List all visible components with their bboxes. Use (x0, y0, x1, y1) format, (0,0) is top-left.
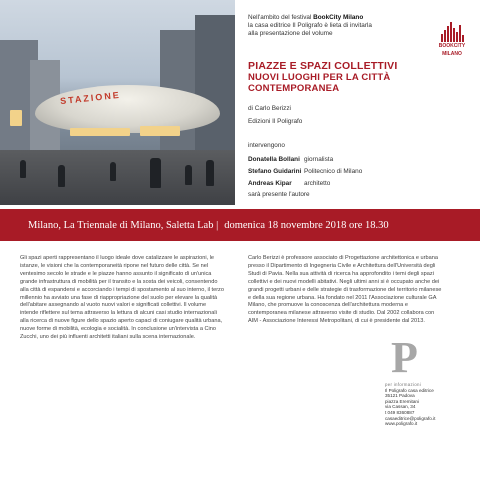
speaker-name: Donatella Bollani (248, 156, 300, 163)
publisher-line: piazza Eremitani (385, 398, 419, 404)
speaker-row (248, 178, 362, 190)
publisher-email[interactable]: casaeditrice@poligrafo.it (385, 415, 436, 421)
festival-name: BookCity Milano (313, 14, 364, 21)
speakers-list (248, 154, 362, 190)
author: di Carlo Berizzi (248, 105, 291, 112)
station-sign: STAZIONE (59, 89, 122, 107)
intro-text (248, 14, 428, 39)
speaker-role: giornalista (304, 156, 334, 163)
speaker-row (248, 166, 362, 178)
title-main: PIAZZE E SPAZI COLLETTIVI (248, 60, 398, 72)
cover-photo (0, 0, 235, 205)
speaker-row (248, 154, 362, 166)
bookcity-skyline-icon (437, 22, 467, 42)
title-sub-2: CONTEMPORANEA (248, 83, 340, 94)
intro-prefix: Nell'ambito del festival (248, 14, 314, 21)
event-date: domenica 18 novembre 2018 ore 18.30 (224, 219, 389, 231)
publisher-contact (385, 333, 475, 427)
speaker-role: architetto (304, 180, 331, 187)
publisher-line: via Cassan, 34 (385, 404, 416, 410)
speaker-name: Andreas Kipar (248, 180, 292, 187)
bookcity-logo (437, 22, 467, 57)
info-tag: per informazioni (385, 382, 422, 387)
publisher-line: t 049 8360887 (385, 409, 415, 415)
book-description: Gli spazi aperti rappresentano il luogo ideale dove catalizzare le aspirazioni, le istanze, le visioni che la contemporaneità ripone nel futuro delle città. Se nel ventesimo secolo le strade e le piazze hanno assunto il significato di un'unica grande infrastruttura di mobilità per il transito e la sosta dei veicoli, consentendo alla città di espandersi e accorciando i tempi di spostamento al suo interno, il terzo millennio ha avviato una fase di riappropriazione del suolo per elevare la qualità dell'abitare assegnando al vuoto nuovi valori e significati collettivi. Il volume intende riflettere sul tema attraverso la lettura di alcuni casi studio internazionali alla ricerca di nuove figure dello spazio aperto capaci di coniugare qualità urbana, nuove forme di mobilità, ecologia e socialità. In conclusione un'intervista a Cino Zucchi, uno dei più influenti architetti italiani sulla scena internazionale. (20, 255, 224, 341)
speaker-name: Stefano Guidarini (248, 168, 302, 175)
event-location: Milano, La Triennale di Milano, Saletta Lab | (28, 219, 219, 231)
speaker-role: Politecnico di Milano (304, 168, 363, 175)
author-bio: Carlo Berizzi è professore associato di Progettazione architettonica e urbana presso il Dipartimento di Ingegneria Civile e Architettura dell'Università degli Studi di Pavia. Nella sua attività di ricerca ha approfondito i temi degli spazi collettivi e dei nuovi modelli abitativi. Negli ultimi anni si è occupato anche dei grandi progetti urbani e delle strategie di trasformazione del territorio milanese e della sua regione urbana. Ha fondato nel 2011 l'Associazione culturale GA Milano, che promuove la conoscenza dell'architettura moderna e contemporanea milanese attraverso visite di studio. Dal 2002 collabora con AIM - Associazione Interessi Metropolitani, di cui è presidente dal 2013. (248, 255, 442, 325)
publisher-website[interactable]: www.poligrafo.it (385, 421, 418, 427)
logo-text-1: BOOKCITY (438, 43, 466, 49)
event-banner (0, 209, 480, 241)
intro-line-2: la casa editrice Il Poligrafo è lieta di invitarla (248, 22, 372, 30)
book-title (248, 60, 476, 94)
publisher-line: Il Poligrafo casa editrice (385, 387, 434, 393)
logo-text-2: MILANO (442, 50, 462, 57)
speakers-label: intervengono (248, 142, 285, 149)
poligrafo-logo-icon: P (391, 333, 418, 382)
intro-line-3: alla presentazione del volume (248, 30, 333, 38)
author-present-note: sarà presente l'autore (248, 191, 310, 198)
publisher-edition: Edizioni Il Poligrafo (248, 118, 303, 125)
title-sub-1: NUOVI LUOGHI PER LA CITTÀ (248, 72, 391, 83)
publisher-line: 35121 Padova (385, 393, 415, 399)
